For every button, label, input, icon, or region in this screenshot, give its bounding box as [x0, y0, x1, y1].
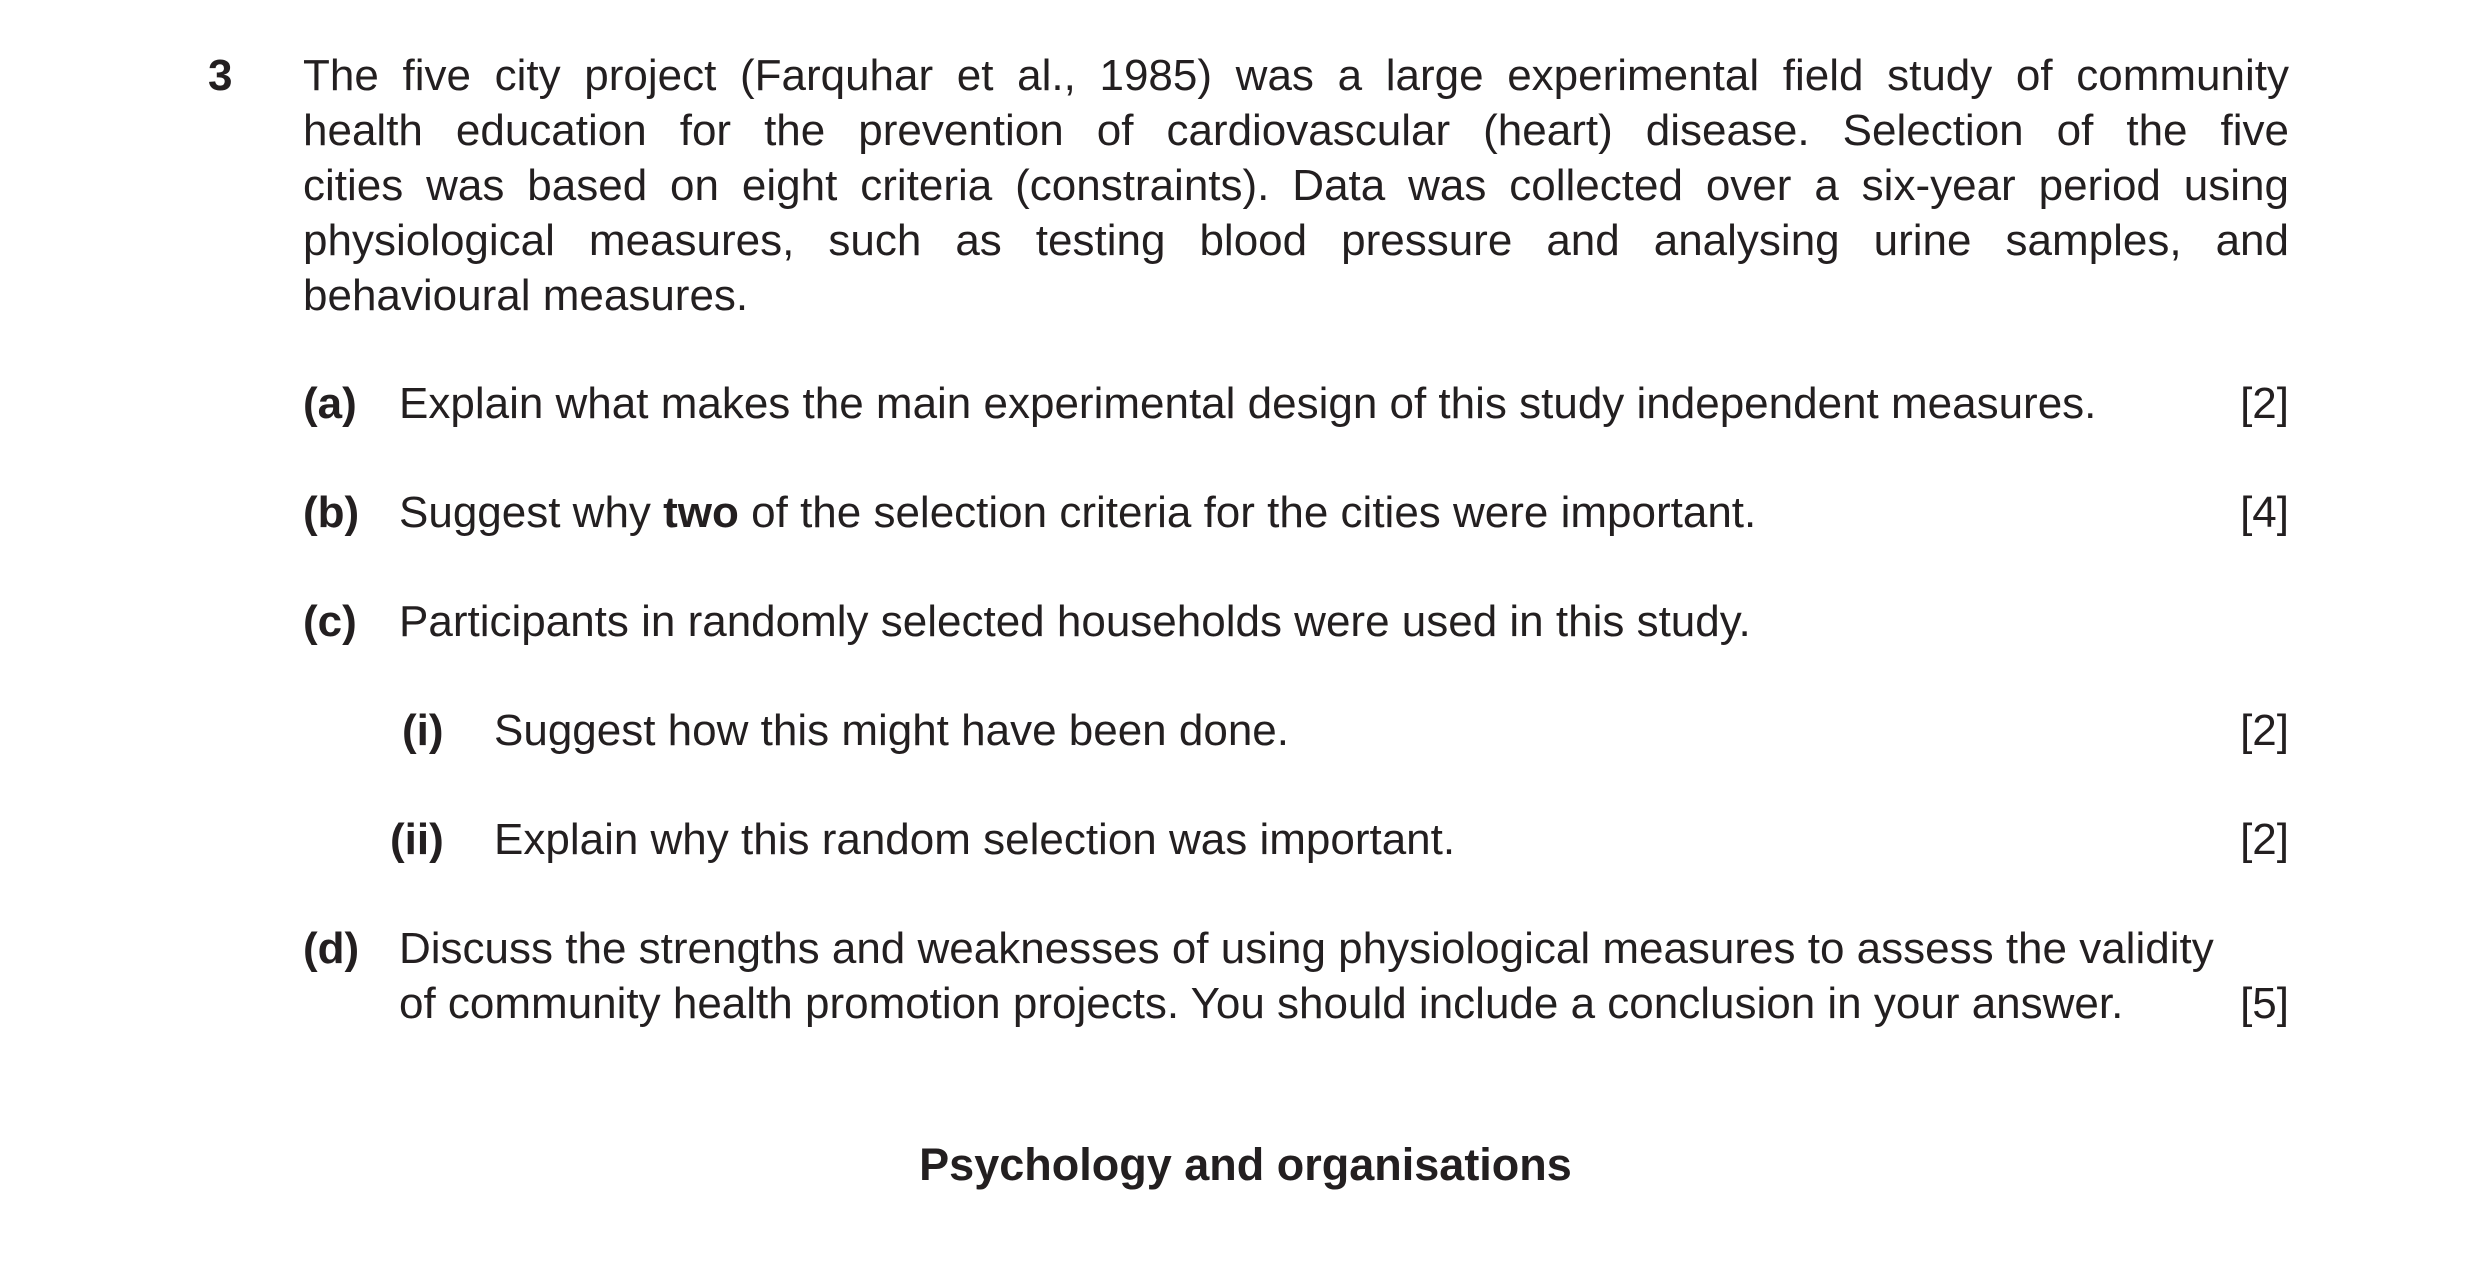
part-c-ii-text: Explain why this random selection was important.	[494, 815, 1456, 864]
part-b-text	[399, 485, 1756, 540]
part-a-text: Explain what makes the main experimental design of this study independent measures.	[399, 379, 2097, 428]
stem-line: cities was based on eight criteria (constraints). Data was collected over a six-year period using	[303, 161, 2289, 210]
section-heading: Psychology and organisations	[919, 1139, 1572, 1190]
part-c	[0, 594, 2289, 649]
part-c-text: Participants in randomly selected households were used in this study.	[399, 597, 1751, 646]
part-b	[0, 485, 2289, 540]
part-a-label: (a)	[303, 379, 357, 428]
part-b-label: (b)	[303, 488, 360, 537]
stem-line: physiological measures, such as testing blood pressure and analysing urine samples, and	[303, 216, 2289, 265]
part-d-marks: [5]	[2240, 979, 2289, 1028]
question-stem	[303, 48, 2289, 323]
question-number: 3	[208, 51, 233, 100]
part-d	[0, 921, 2289, 976]
part-a-marks: [2]	[2240, 379, 2289, 428]
part-d-text-line1: Discuss the strengths and weaknesses of using physiological measures to assess the validity	[399, 924, 2214, 973]
part-b-marks: [4]	[2240, 488, 2289, 537]
part-d-continued	[0, 976, 2289, 1031]
part-c-i-text: Suggest how this might have been done.	[494, 706, 1289, 755]
stem-line: The five city project (Farquhar et al., 1985) was a large experimental field study of community	[303, 51, 2289, 100]
part-b-text-before: Suggest why	[399, 488, 664, 537]
part-d-text-line2: of community health promotion projects. You should include a conclusion in your answer.	[399, 979, 2124, 1028]
part-a	[0, 376, 2289, 431]
part-c-ii-label: (ii)	[390, 815, 444, 864]
part-d-label: (d)	[303, 924, 360, 973]
part-c-i	[0, 703, 2289, 758]
part-b-text-after: of the selection criteria for the cities were important.	[738, 488, 1757, 537]
part-c-ii-marks: [2]	[2240, 815, 2289, 864]
part-c-label: (c)	[303, 597, 357, 646]
stem-line: health education for the prevention of cardiovascular (heart) disease. Selection of the five	[303, 106, 2289, 155]
stem-line: behavioural measures.	[303, 271, 749, 320]
part-c-ii	[0, 812, 2289, 867]
part-c-i-label: (i)	[402, 706, 444, 755]
part-c-i-marks: [2]	[2240, 706, 2289, 755]
part-b-text-bold: two	[663, 488, 739, 537]
